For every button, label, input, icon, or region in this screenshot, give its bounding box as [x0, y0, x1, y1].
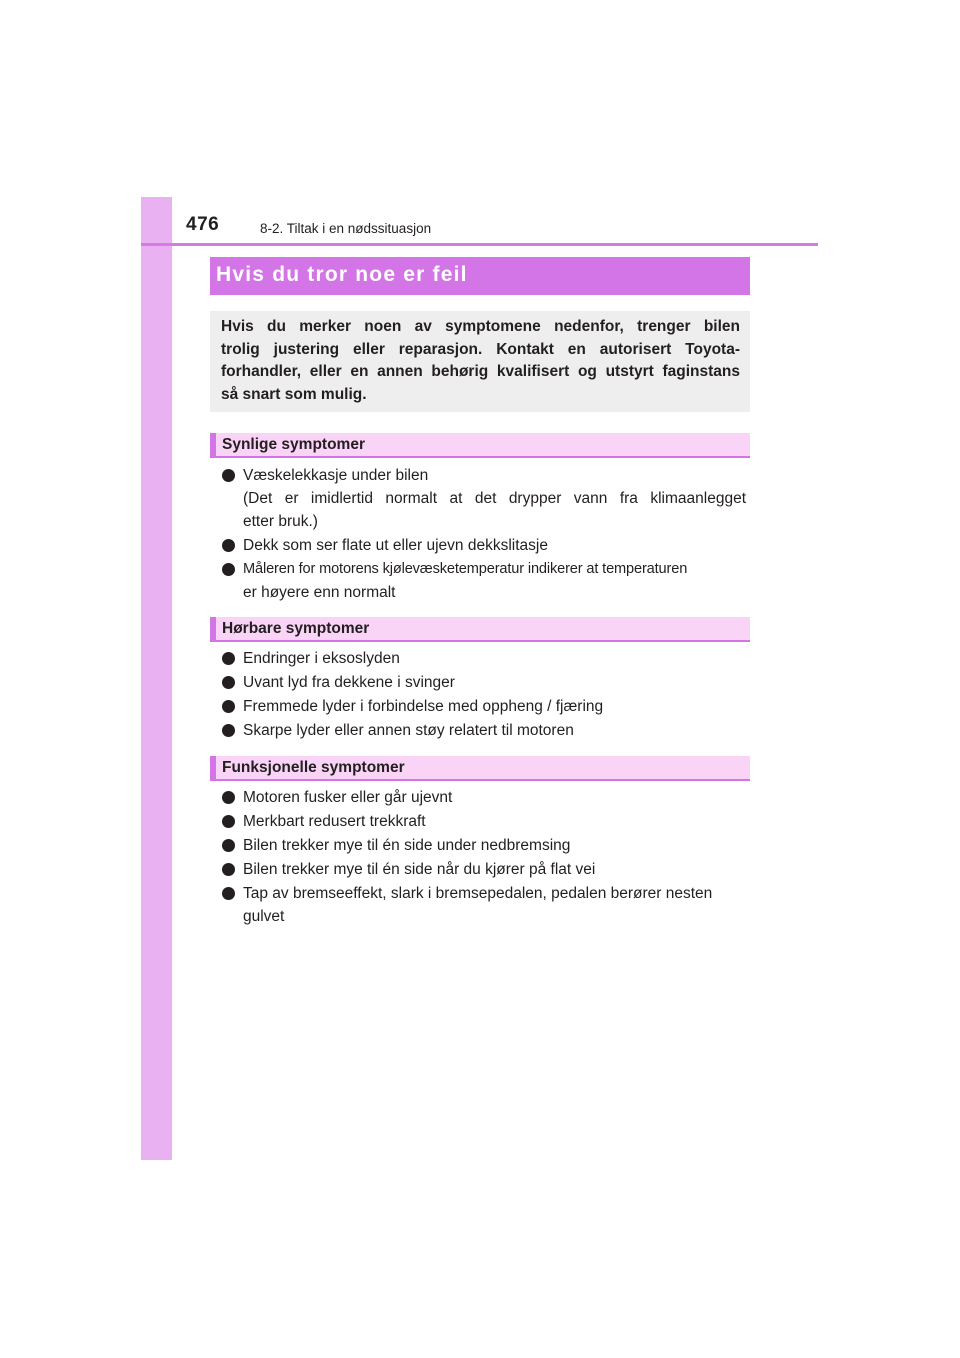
section-label: 8-2. Tiltak i en nødssituasjon	[260, 221, 432, 236]
bullet-icon	[222, 791, 235, 804]
list-item	[222, 558, 746, 604]
intro-line: trolig justering eller reparasjon. Kontakt en autorisert Toyota-	[221, 340, 740, 358]
intro-line: så snart som mulig.	[221, 385, 367, 403]
list-item-text: Bilen trekker mye til én side når du kjører på flat vei	[243, 861, 596, 878]
bullet-icon	[222, 863, 235, 876]
subheading-audible-symptoms: Hørbare symptomer	[210, 617, 750, 642]
list-item	[222, 858, 746, 881]
list-item-text: Endringer i eksoslyden	[243, 650, 400, 667]
audible-symptoms-list	[222, 647, 746, 743]
list-item-note: etter bruk.)	[243, 513, 318, 530]
bullet-icon	[222, 469, 235, 482]
list-item-text: Væskelekkasje under bilen	[243, 467, 429, 484]
page-number: 476	[186, 214, 220, 235]
subheading-functional-symptoms: Funksjonelle symptomer	[210, 756, 750, 781]
subheading-visible-symptoms: Synlige symptomer	[210, 433, 750, 458]
list-item	[222, 671, 746, 694]
list-item-text: Dekk som ser flate ut eller ujevn dekkslitasje	[243, 537, 548, 554]
list-item-text: Fremmede lyder i forbindelse med oppheng / fjæring	[243, 698, 604, 715]
bullet-icon	[222, 700, 235, 713]
list-item-text: Merkbart redusert trekkraft	[243, 813, 426, 830]
header-rule	[141, 243, 818, 246]
list-item	[222, 786, 746, 809]
bullet-icon	[222, 887, 235, 900]
visible-symptoms-list	[222, 464, 746, 605]
intro-box	[210, 311, 750, 412]
list-item-text: Motoren fusker eller går ujevnt	[243, 789, 453, 806]
list-item-text: Bilen trekker mye til én side under nedbremsing	[243, 837, 571, 854]
intro-line: Hvis du merker noen av symptomene nedenfor, trenger bilen	[221, 318, 740, 335]
list-item	[222, 719, 746, 742]
functional-symptoms-list	[222, 786, 746, 929]
list-item-text: Måleren for motorens kjølevæsketemperatur indikerer at temperaturen	[243, 561, 688, 577]
list-item-text: gulvet	[243, 908, 285, 925]
page-title: Hvis du tror noe er feil	[210, 257, 750, 295]
list-item-text: Uvant lyd fra dekkene i svinger	[243, 674, 455, 691]
list-item	[222, 882, 746, 928]
bullet-icon	[222, 815, 235, 828]
section-side-tab	[141, 197, 172, 1160]
list-item	[222, 695, 746, 718]
bullet-icon	[222, 724, 235, 737]
list-item-text: er høyere enn normalt	[243, 584, 396, 601]
list-item	[222, 647, 746, 670]
bullet-icon	[222, 539, 235, 552]
bullet-icon	[222, 652, 235, 665]
list-item-note: (Det er imidlertid normalt at det drypper vann fra klimaanlegget	[243, 490, 746, 507]
bullet-icon	[222, 676, 235, 689]
list-item	[222, 810, 746, 833]
bullet-icon	[222, 563, 235, 576]
intro-line: forhandler, eller en annen behørig kvalifisert og utstyrt faginstans	[221, 363, 740, 380]
list-item	[222, 834, 746, 857]
list-item	[222, 464, 746, 533]
bullet-icon	[222, 839, 235, 852]
list-item	[222, 534, 746, 557]
list-item-text: Skarpe lyder eller annen støy relatert til motoren	[243, 722, 574, 739]
list-item-text: Tap av bremseeffekt, slark i bremsepedalen, pedalen berører nesten	[243, 885, 713, 902]
